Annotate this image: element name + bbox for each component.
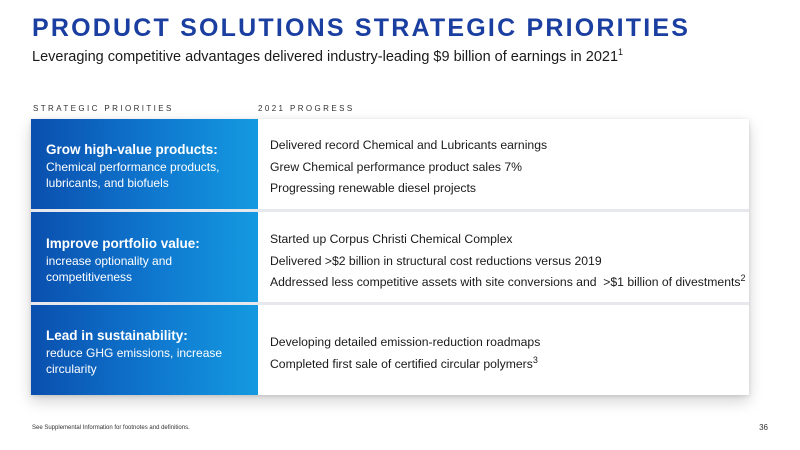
progress-cell: [258, 212, 749, 302]
priority-heading: Improve portfolio value:: [46, 236, 200, 251]
priority-heading: Lead in sustainability:: [46, 328, 188, 343]
footnote: See Supplemental Information for footnotes and definitions.: [32, 425, 190, 431]
priority-cell: [31, 305, 258, 395]
progress-item: [270, 178, 749, 200]
priority-heading: Grow high-value products:: [46, 142, 218, 157]
progress-item: [270, 135, 749, 157]
progress-text: Completed first sale of certified circular polymers: [270, 356, 533, 371]
progress-text: Grew Chemical performance product sales 7%: [270, 159, 522, 174]
progress-text: Started up Corpus Christi Chemical Complex: [270, 232, 513, 246]
page-title: PRODUCT SOLUTIONS STRATEGIC PRIORITIES: [32, 14, 691, 42]
priority-description: increase optionality and competitiveness: [46, 254, 173, 284]
progress-item: [270, 354, 749, 376]
progress-item: [270, 272, 749, 294]
priority-cell: [31, 212, 258, 302]
progress-text: Developing detailed emission-reduction roadmaps: [270, 335, 541, 349]
priority-row-sustainability: [31, 305, 749, 395]
progress-text: Progressing renewable diesel projects: [270, 181, 476, 195]
progress-text: Delivered >$2 billion in structural cost reductions versus 2019: [270, 253, 602, 268]
progress-item: [270, 251, 749, 273]
priority-row-grow: [31, 119, 749, 209]
progress-footnote-ref: 3: [532, 354, 538, 365]
progress-footnote-ref: 2: [740, 272, 746, 283]
column-header-progress: 2021 PROGRESS: [258, 104, 355, 113]
progress-item: [270, 332, 749, 354]
priority-row-portfolio: [31, 212, 749, 302]
page-subtitle: [32, 49, 623, 65]
progress-cell: [258, 305, 749, 395]
priority-description: reduce GHG emissions, increase circularity: [46, 346, 223, 376]
priority-description: Chemical performance products, lubricants, and biofuels: [46, 160, 220, 190]
priorities-table: [31, 119, 749, 395]
page-number: 36: [759, 423, 768, 432]
progress-text: Addressed less competitive assets with site conversions and >$1 billion of divestments: [270, 275, 741, 289]
progress-text: Delivered record Chemical and Lubricants earnings: [270, 138, 548, 152]
priority-cell: [31, 119, 258, 209]
subtitle-text: Leveraging competitive advantages delivered industry-leading $9 billion of earnings in 2021: [32, 49, 619, 65]
progress-item: [270, 157, 749, 179]
subtitle-footnote-ref: 1: [618, 47, 624, 58]
column-header-priorities: STRATEGIC PRIORITIES: [33, 104, 174, 113]
progress-cell: [258, 119, 749, 209]
progress-item: [270, 229, 749, 251]
